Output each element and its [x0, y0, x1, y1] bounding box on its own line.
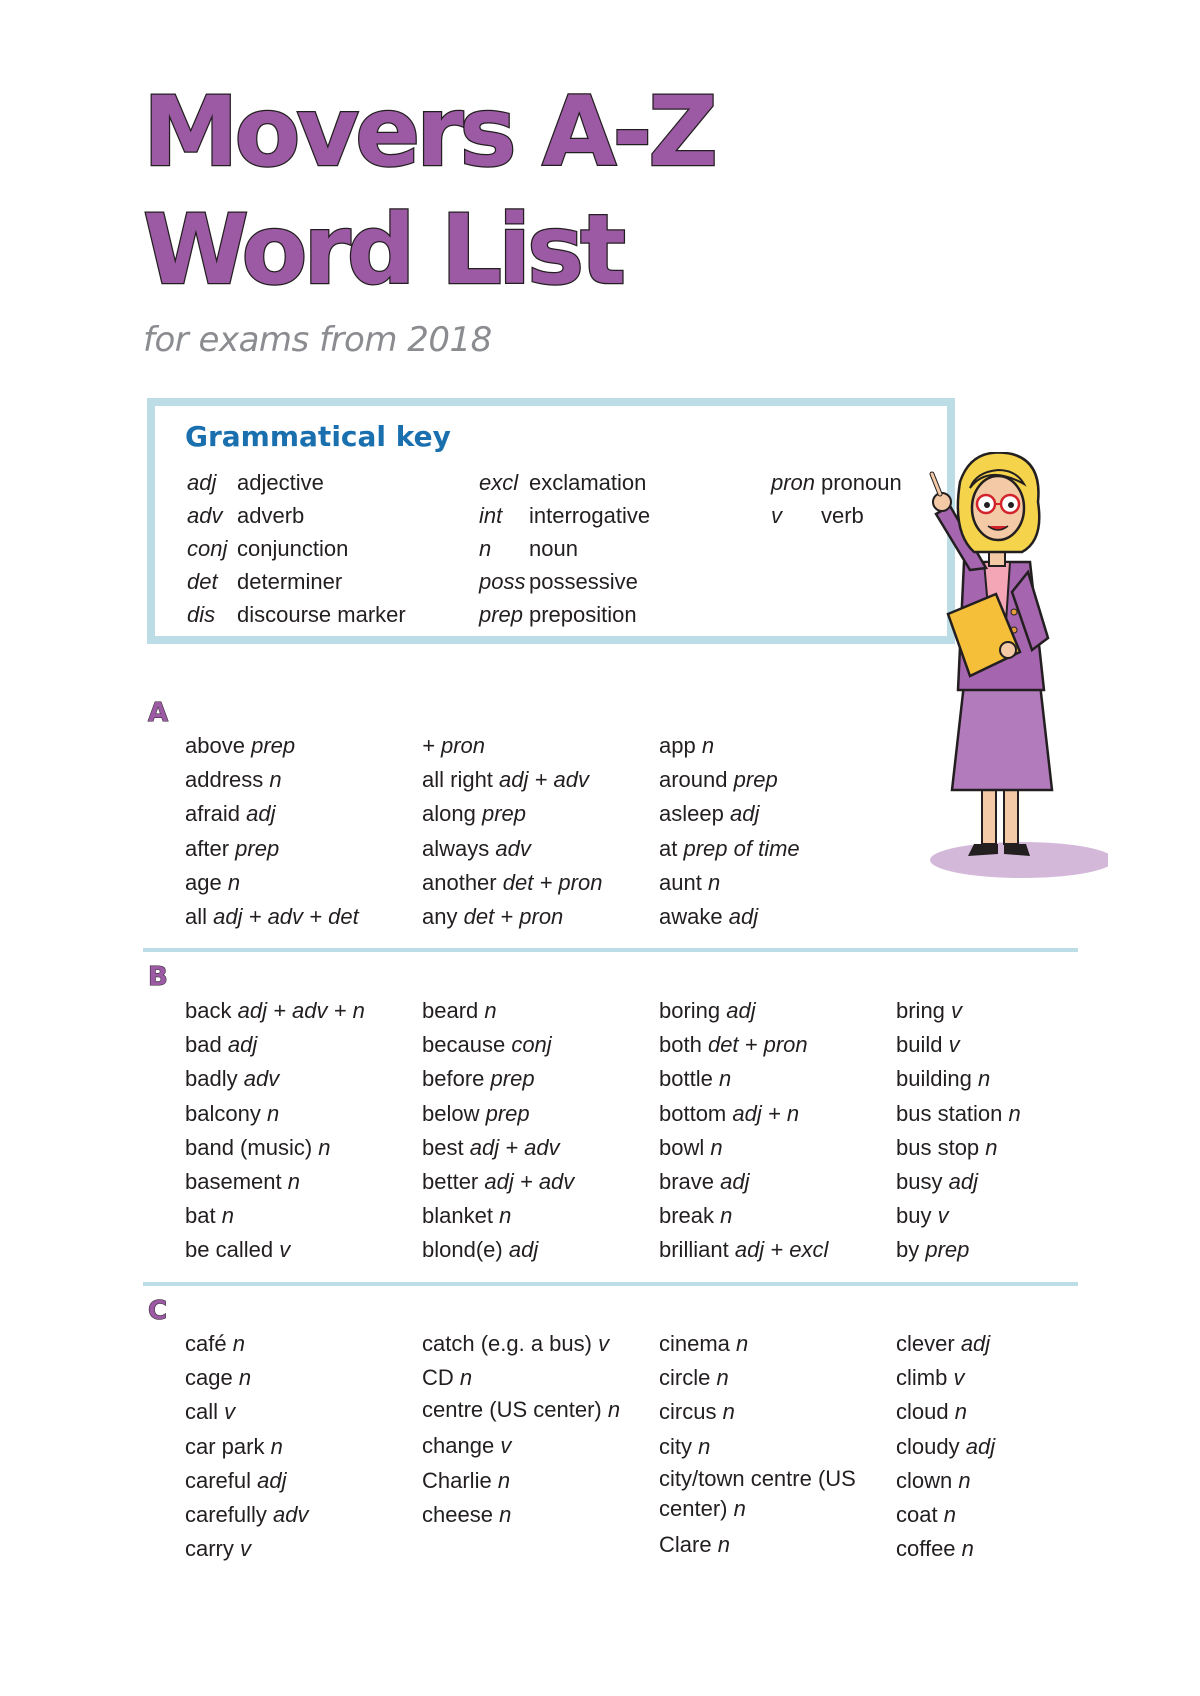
word-entry [422, 1199, 652, 1233]
section-letter-c: C [148, 1296, 168, 1326]
word-entry [896, 1097, 1126, 1131]
word-text: back [185, 998, 232, 1023]
part-of-speech: v [240, 1536, 252, 1562]
word-entry [422, 832, 652, 866]
word-entry [659, 1028, 889, 1062]
key-abbreviation: n [479, 536, 492, 561]
word-text: before [422, 1066, 485, 1092]
page-subtitle: for exams from 2018 [143, 320, 492, 360]
word-text: along [422, 801, 476, 827]
part-of-speech: n [318, 1134, 331, 1160]
key-meaning: exclamation [529, 470, 647, 495]
word-text: above [185, 733, 245, 758]
word-entry [185, 1028, 415, 1062]
word-entry [896, 994, 1126, 1028]
part-of-speech: n [698, 1433, 711, 1459]
key-meaning: adjective [237, 470, 324, 495]
part-of-speech: n [497, 1467, 511, 1493]
grammatical-key-column-2 [479, 470, 650, 635]
word-text: circus [659, 1399, 717, 1425]
part-of-speech: adj [726, 998, 756, 1023]
word-entry [185, 1233, 415, 1267]
part-of-speech: adj + n [732, 1100, 800, 1126]
page-title-line-1: Movers A-Z [143, 76, 714, 188]
part-of-speech: adv [243, 1066, 280, 1092]
key-abbreviation: dis [187, 602, 216, 627]
word-text: careful [185, 1467, 252, 1493]
key-meaning: possessive [529, 569, 638, 594]
part-of-speech: n [958, 1467, 971, 1493]
word-entry [896, 1361, 1126, 1395]
word-entry [185, 1464, 415, 1498]
word-text: city [659, 1433, 692, 1459]
word-entry [422, 994, 652, 1028]
word-entry [659, 729, 889, 763]
word-text: buy [896, 1203, 932, 1229]
page-title-line-2: Word List [143, 194, 623, 306]
part-of-speech: n [607, 1397, 621, 1423]
section-c-column-3 [659, 1327, 889, 1562]
word-entry [896, 1327, 1126, 1361]
key-meaning: discourse marker [237, 602, 406, 627]
word-text: below [422, 1100, 480, 1126]
word-entry [422, 1327, 652, 1361]
part-of-speech: prep [251, 733, 296, 758]
key-abbreviation: adv [187, 503, 223, 528]
part-of-speech: n [710, 1134, 723, 1160]
word-entry [185, 763, 415, 797]
word-text: Clare [659, 1531, 712, 1557]
part-of-speech: prep [490, 1066, 535, 1092]
word-entry [659, 1131, 889, 1165]
word-entry [422, 797, 652, 831]
word-text: afraid [185, 801, 241, 827]
key-abbreviation: det [187, 569, 218, 594]
word-entry [659, 1062, 889, 1096]
word-entry [659, 1464, 889, 1524]
word-entry [659, 1327, 889, 1361]
key-entry [479, 569, 650, 602]
part-of-speech: n [232, 1331, 245, 1356]
word-entry [185, 797, 415, 831]
word-entry [185, 1062, 415, 1096]
section-letter-a: A [148, 698, 169, 728]
part-of-speech: n [736, 1331, 749, 1356]
part-of-speech: adj [508, 1237, 539, 1263]
part-of-speech: det + pron [707, 1032, 808, 1058]
word-text: another [422, 869, 497, 895]
word-text: climb [896, 1365, 948, 1391]
part-of-speech: adj [227, 1032, 258, 1058]
word-text: any [422, 904, 458, 930]
word-entry [422, 1131, 652, 1165]
word-entry [185, 1165, 415, 1199]
key-meaning: adverb [237, 503, 305, 528]
part-of-speech: adj + adv + n [237, 998, 365, 1023]
part-of-speech: prep [481, 801, 527, 827]
word-entry [896, 1131, 1126, 1165]
key-abbreviation: poss [479, 569, 526, 594]
part-of-speech: n [701, 733, 715, 758]
word-text: call [185, 1399, 219, 1425]
part-of-speech: det + pron [463, 904, 564, 930]
word-text: cloud [896, 1399, 949, 1425]
word-text: cloudy [896, 1433, 960, 1459]
word-entry [896, 1532, 1126, 1566]
word-entry [422, 1498, 652, 1532]
part-of-speech: v [951, 998, 963, 1023]
part-of-speech: n [287, 1169, 300, 1195]
part-of-speech: prep [925, 1237, 970, 1263]
part-of-speech: n [499, 1501, 512, 1527]
word-entry [659, 994, 889, 1028]
word-text: address [185, 767, 264, 793]
grammatical-key-column-3 [771, 470, 902, 536]
part-of-speech: n [717, 1531, 730, 1557]
word-text: badly [185, 1066, 238, 1092]
part-of-speech: adj [257, 1467, 287, 1493]
part-of-speech: adj [246, 801, 276, 827]
grammatical-key-column-1 [187, 470, 406, 635]
part-of-speech: v [224, 1399, 236, 1425]
key-entry [187, 503, 406, 536]
word-entry [185, 1430, 415, 1464]
word-entry [896, 1199, 1126, 1233]
part-of-speech: adj [965, 1433, 996, 1459]
section-a-column-1 [185, 729, 415, 934]
word-text: be called [185, 1237, 274, 1263]
word-entry [185, 1532, 415, 1566]
part-of-speech: conj [511, 1032, 552, 1058]
part-of-speech: n [484, 998, 497, 1023]
word-text: catch (e.g. a bus) [422, 1331, 592, 1356]
word-text: age [185, 869, 222, 895]
part-of-speech: adj + adv [484, 1169, 575, 1195]
key-entry [187, 569, 406, 602]
word-text: cage [185, 1365, 233, 1391]
part-of-speech: v [937, 1203, 949, 1229]
key-entry [187, 470, 406, 503]
part-of-speech: n [459, 1365, 473, 1391]
word-text: building [896, 1066, 972, 1092]
word-entry [896, 1498, 1126, 1532]
word-entry [422, 1233, 652, 1267]
key-entry [479, 602, 650, 635]
word-text: bottom [659, 1100, 727, 1126]
key-entry [771, 470, 902, 503]
word-entry [659, 900, 889, 934]
word-text: bat [185, 1203, 216, 1229]
word-text: Charlie [422, 1467, 492, 1493]
word-entry [659, 1165, 889, 1199]
part-of-speech: n [985, 1134, 998, 1160]
part-of-speech: adj + adv [469, 1134, 560, 1160]
word-entry [422, 1062, 652, 1096]
word-entry [659, 797, 889, 831]
word-text: blond(e) [422, 1237, 503, 1263]
section-divider [143, 1282, 1078, 1286]
word-entry [896, 1062, 1126, 1096]
word-text: CD [422, 1365, 454, 1391]
key-entry [479, 536, 650, 569]
word-entry [659, 1528, 889, 1562]
grammatical-key-title: Grammatical key [185, 420, 451, 453]
word-entry [896, 1233, 1126, 1267]
part-of-speech: prep [485, 1100, 530, 1126]
key-meaning: interrogative [529, 503, 651, 528]
word-text: circle [659, 1365, 711, 1391]
part-of-speech: n [221, 1203, 234, 1229]
key-meaning: pronoun [821, 470, 902, 495]
word-entry [659, 832, 889, 866]
part-of-speech: adj [960, 1331, 991, 1356]
word-entry [896, 1464, 1126, 1498]
word-text: cheese [422, 1501, 493, 1527]
section-letter-b: B [148, 962, 168, 992]
key-meaning: determiner [237, 569, 343, 594]
section-b-column-1 [185, 994, 415, 1268]
word-entry [185, 1395, 415, 1429]
word-text: brave [659, 1169, 715, 1195]
word-text: after [185, 835, 230, 861]
section-c-column-1 [185, 1327, 415, 1566]
key-abbreviation: int [479, 503, 503, 528]
part-of-speech: n [954, 1399, 967, 1425]
word-entry [422, 1361, 652, 1395]
word-entry [659, 1097, 889, 1131]
word-entry [422, 1395, 652, 1425]
word-text: clever [896, 1331, 955, 1356]
word-entry [422, 866, 652, 900]
word-entry [422, 729, 652, 763]
word-text: because [422, 1032, 506, 1058]
word-text: boring [659, 998, 721, 1023]
part-of-speech: n [707, 869, 721, 895]
part-of-speech: n [733, 1495, 746, 1521]
part-of-speech: adj [729, 801, 760, 827]
part-of-speech: adj [728, 904, 759, 930]
word-text: balcony [185, 1100, 261, 1126]
section-b-column-3 [659, 994, 889, 1268]
key-abbreviation: prep [479, 602, 524, 627]
part-of-speech: adj [720, 1169, 750, 1195]
word-entry [185, 1097, 415, 1131]
word-text: asleep [659, 801, 724, 827]
section-c-column-2 [422, 1327, 652, 1532]
word-entry [659, 1233, 889, 1267]
word-text: bus station [896, 1100, 1003, 1126]
key-meaning: conjunction [237, 536, 349, 561]
part-of-speech: adv [495, 835, 531, 861]
word-text: bad [185, 1032, 222, 1058]
word-entry [185, 1498, 415, 1532]
word-text: basement [185, 1169, 282, 1195]
word-entry [185, 832, 415, 866]
part-of-speech: v [279, 1237, 291, 1263]
key-abbreviation: v [771, 503, 782, 528]
key-meaning: preposition [529, 602, 637, 627]
word-text: bus stop [896, 1134, 980, 1160]
word-text: always [422, 835, 490, 861]
key-entry [479, 503, 650, 536]
key-entry [187, 536, 406, 569]
part-of-speech: n [499, 1203, 512, 1229]
teacher-illustration [912, 452, 1108, 882]
word-entry [659, 763, 889, 797]
word-text: at [659, 835, 678, 861]
word-text: cinema [659, 1331, 730, 1356]
word-entry [185, 994, 415, 1028]
part-of-speech: v [953, 1365, 965, 1391]
word-text: break [659, 1203, 715, 1229]
word-entry [896, 1430, 1126, 1464]
word-text: app [659, 733, 696, 758]
word-entry [422, 1028, 652, 1062]
word-text: bottle [659, 1066, 713, 1092]
word-entry [185, 1199, 415, 1233]
word-entry [422, 1097, 652, 1131]
word-text: both [659, 1032, 702, 1058]
word-text: coat [896, 1502, 938, 1528]
part-of-speech: adv [273, 1502, 309, 1528]
word-text: city/town centre (US center) [659, 1465, 856, 1521]
part-of-speech: n [720, 1203, 733, 1229]
word-entry [185, 729, 415, 763]
word-entry [659, 1430, 889, 1464]
word-text: carefully [185, 1502, 267, 1528]
part-of-speech: n [270, 1433, 283, 1459]
key-entry [771, 503, 902, 536]
section-divider [143, 948, 1078, 952]
word-text: awake [659, 904, 723, 930]
word-entry [659, 866, 889, 900]
part-of-speech: v [500, 1433, 512, 1459]
part-of-speech: + pron [422, 733, 485, 758]
word-text: around [659, 767, 728, 793]
section-b-column-2 [422, 994, 652, 1268]
key-abbreviation: adj [187, 470, 217, 495]
part-of-speech: n [266, 1100, 280, 1126]
part-of-speech: adj [948, 1169, 978, 1195]
part-of-speech: n [1008, 1100, 1021, 1126]
word-text: café [185, 1331, 227, 1356]
word-entry [185, 1327, 415, 1361]
word-text: bring [896, 998, 945, 1023]
word-entry [185, 900, 415, 934]
word-text: bowl [659, 1134, 705, 1160]
part-of-speech: n [977, 1066, 991, 1092]
word-text: all right [422, 767, 493, 793]
word-entry [422, 900, 652, 934]
word-text: band (music) [185, 1134, 313, 1160]
word-entry [422, 763, 652, 797]
part-of-speech: n [961, 1536, 974, 1562]
part-of-speech: prep [235, 835, 280, 861]
key-abbreviation: pron [771, 470, 816, 495]
key-meaning: verb [821, 503, 864, 528]
word-text: blanket [422, 1203, 493, 1229]
section-b-column-4 [896, 994, 1126, 1268]
part-of-speech: v [598, 1331, 610, 1356]
word-text: change [422, 1433, 495, 1459]
word-entry [659, 1361, 889, 1395]
part-of-speech: prep [733, 767, 778, 793]
word-entry [422, 1165, 652, 1199]
word-text: by [896, 1237, 920, 1263]
word-entry [659, 1199, 889, 1233]
word-entry [185, 1361, 415, 1395]
word-text: coffee [896, 1536, 956, 1562]
word-entry [896, 1028, 1126, 1062]
part-of-speech: det + pron [502, 869, 603, 895]
word-text: beard [422, 998, 479, 1023]
part-of-speech: adj + excl [734, 1237, 829, 1263]
word-text: all [185, 904, 208, 930]
key-abbreviation: excl [479, 470, 519, 495]
part-of-speech: n [722, 1399, 735, 1425]
section-a-column-3 [659, 729, 889, 934]
word-text: busy [896, 1169, 943, 1195]
word-entry [659, 1395, 889, 1429]
part-of-speech: n [269, 767, 282, 793]
part-of-speech: adj + adv + det [213, 904, 359, 930]
word-text: aunt [659, 869, 702, 895]
word-text: car park [185, 1433, 265, 1459]
word-entry [422, 1429, 652, 1463]
part-of-speech: n [943, 1502, 956, 1528]
word-text: better [422, 1169, 479, 1195]
part-of-speech: adj + adv [499, 767, 589, 793]
word-entry [185, 1131, 415, 1165]
part-of-speech: n [716, 1365, 729, 1391]
word-entry [896, 1165, 1126, 1199]
part-of-speech: v [948, 1032, 960, 1058]
section-a-column-2 [422, 729, 652, 934]
part-of-speech: prep of time [683, 835, 800, 861]
word-entry [422, 1464, 652, 1498]
key-entry [187, 602, 406, 635]
word-text: build [896, 1032, 943, 1058]
word-text: best [422, 1134, 464, 1160]
word-entry [896, 1395, 1126, 1429]
section-c-column-4 [896, 1327, 1126, 1566]
word-text: brilliant [659, 1237, 729, 1263]
key-meaning: noun [529, 536, 578, 561]
key-abbreviation: conj [187, 536, 228, 561]
word-text: clown [896, 1467, 953, 1493]
key-entry [479, 470, 650, 503]
part-of-speech: n [718, 1066, 732, 1092]
part-of-speech: n [227, 869, 241, 895]
word-text: centre (US center) [422, 1397, 602, 1423]
word-text: carry [185, 1536, 234, 1562]
part-of-speech: n [238, 1365, 252, 1391]
word-entry [185, 866, 415, 900]
